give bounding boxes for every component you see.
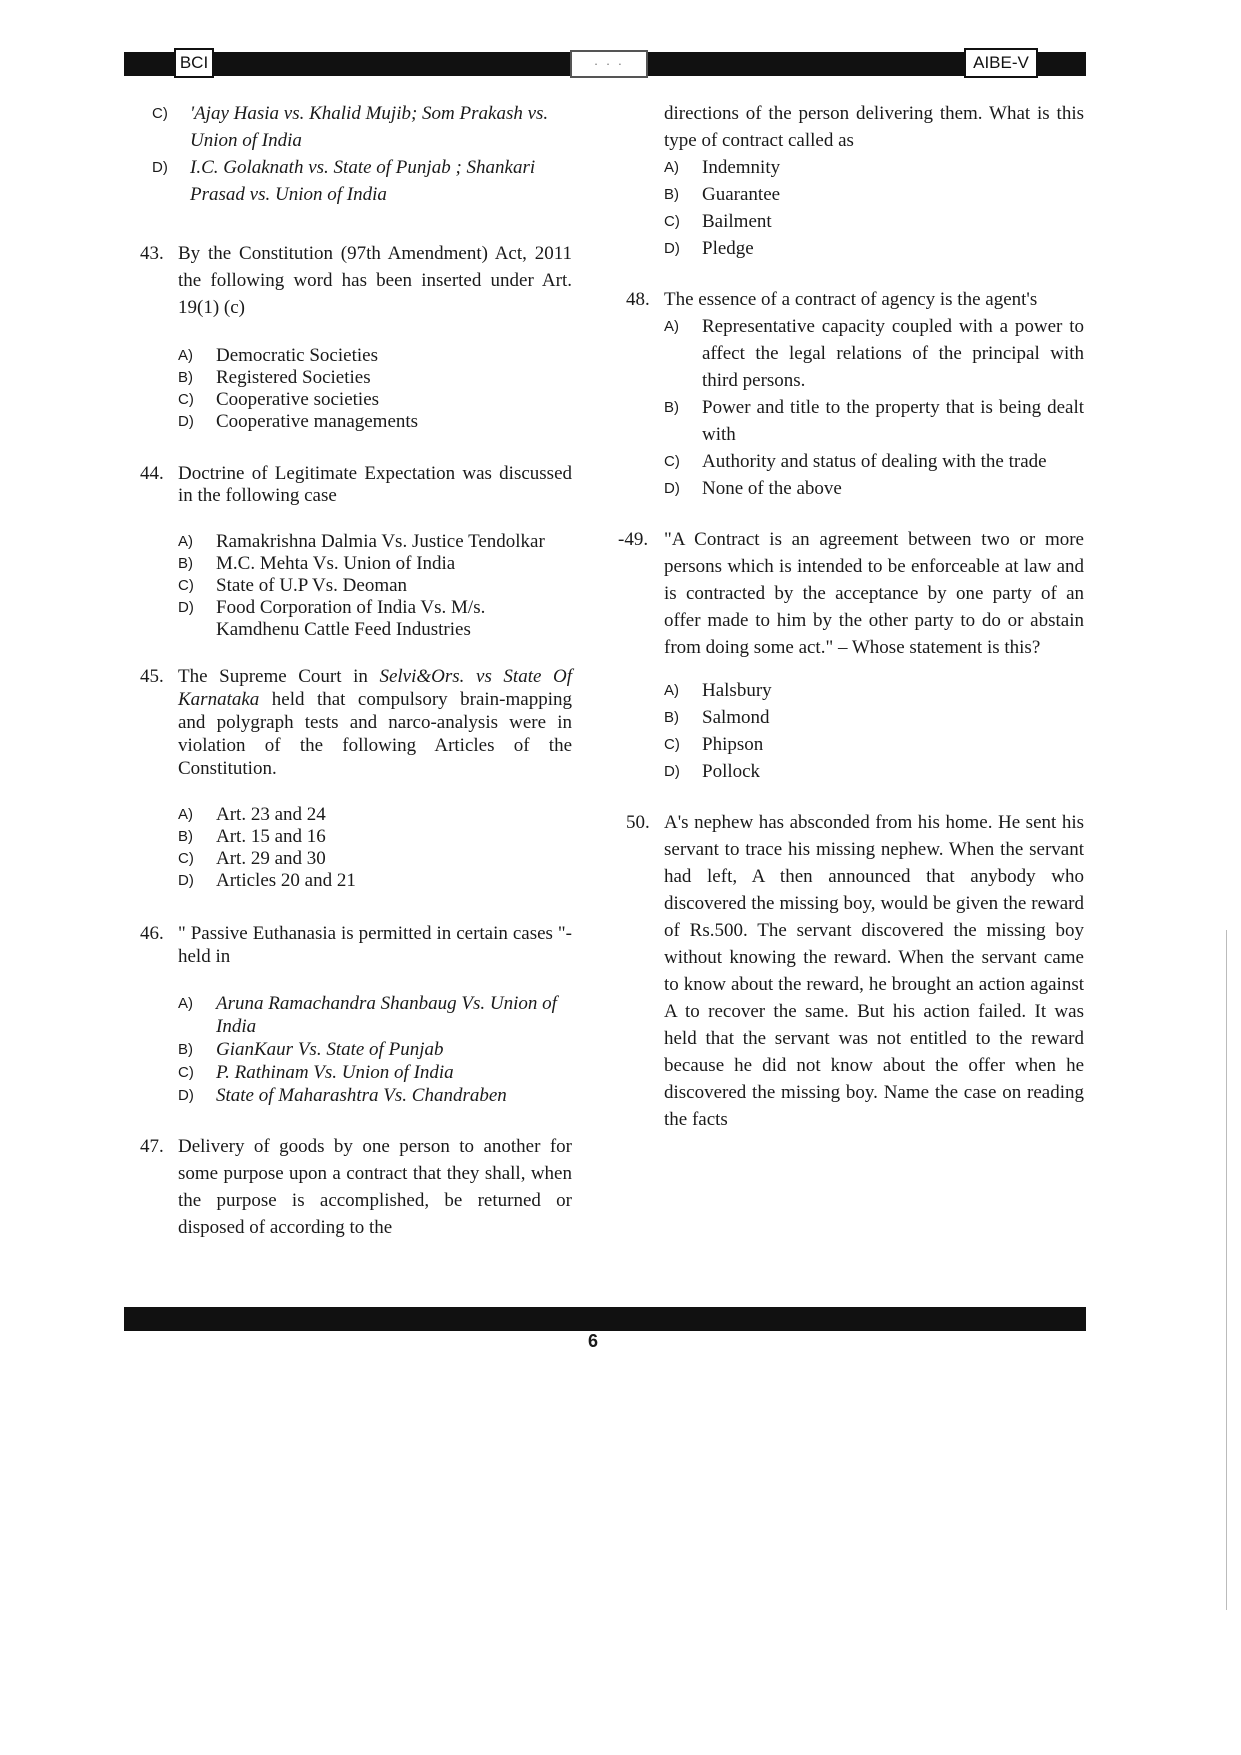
option-text: Halsbury xyxy=(702,680,772,701)
question-number: 43. xyxy=(140,243,164,264)
option-text: Authority and status of dealing with the trade xyxy=(702,451,1047,472)
option xyxy=(664,235,1084,262)
question-text: directions of the person delivering them. What is this type of contract called as xyxy=(664,103,1084,151)
question-text: The essence of a contract of agency is the agent's xyxy=(664,289,1038,310)
option-text: State of Maharashtra Vs. Chandraben xyxy=(216,1085,507,1106)
option xyxy=(178,992,572,1038)
q48-options xyxy=(626,313,1084,502)
option-letter: D) xyxy=(178,1087,194,1104)
question-48 xyxy=(626,286,1084,313)
option xyxy=(664,475,1084,502)
option-text: Power and title to the property that is being dealt with xyxy=(702,397,1084,445)
option-text: 'Ajay Hasia vs. Khalid Mujib; Som Prakash vs. Union of India xyxy=(190,103,549,151)
option xyxy=(664,208,1084,235)
question-47-continued xyxy=(626,100,1084,154)
option-letter: D) xyxy=(178,413,194,430)
question-44 xyxy=(140,463,572,507)
option xyxy=(664,154,1084,181)
option-text: Registered Societies xyxy=(216,367,371,388)
option xyxy=(178,553,572,575)
option-text: Art. 23 and 24 xyxy=(216,804,326,825)
option-text: Guarantee xyxy=(702,184,781,205)
option xyxy=(178,1061,572,1084)
question-number: -49. xyxy=(618,529,649,550)
option xyxy=(178,367,572,389)
option xyxy=(152,154,572,208)
q43-options xyxy=(140,345,572,433)
option-letter: B) xyxy=(664,186,679,203)
option-letter: D) xyxy=(178,599,194,616)
option-letter: A) xyxy=(178,533,193,550)
option xyxy=(178,531,572,553)
question-50 xyxy=(626,809,1084,1133)
option-text: Art. 15 and 16 xyxy=(216,826,326,847)
option-letter: C) xyxy=(152,105,168,122)
q46-options xyxy=(140,992,572,1107)
option xyxy=(178,411,572,433)
option-letter: D) xyxy=(664,480,680,497)
question-46 xyxy=(140,922,572,968)
option xyxy=(178,1038,572,1061)
option-letter: D) xyxy=(152,159,168,176)
option xyxy=(178,575,572,597)
option xyxy=(178,870,572,892)
option-text: Aruna Ramachandra Shanbaug Vs. Union of India xyxy=(216,993,557,1037)
option-text: State of U.P Vs. Deoman xyxy=(216,575,408,596)
question-number: 47. xyxy=(140,1136,164,1157)
footer-bar xyxy=(124,1307,1086,1331)
option xyxy=(178,804,572,826)
question-text: Doctrine of Legitimate Expectation was discussed in the following case xyxy=(178,463,572,506)
option-text: P. Rathinam Vs. Union of India xyxy=(216,1062,454,1083)
option-letter: D) xyxy=(664,240,680,257)
question-text: By the Constitution (97th Amendment) Act, 2011 the following word has been inserted under Art. 19(1) (c) xyxy=(178,243,572,318)
option-text: I.C. Golaknath vs. State of Punjab ; Shankari Prasad vs. Union of India xyxy=(190,157,536,205)
right-column xyxy=(618,100,1084,1133)
question-text: A's nephew has absconded from his home. He sent his servant to trace his missing nephew. When the servant had left, A then announced that anybody who discovered the missing boy, would be given the reward of Rs.500. The servant discovered the missing boy without knowing the reward. When the servant came to know about the reward, he brought an action against A to recover the same. But his action failed. It was held that the servant was not entitled to the reward because he did not know about the offer when he discovered the missing boy. Name the case on reading the facts xyxy=(664,812,1084,1130)
option-letter: D) xyxy=(178,872,194,889)
option xyxy=(664,704,1084,731)
option-text: Pollock xyxy=(702,761,761,782)
option xyxy=(664,731,1084,758)
q42-tail-options xyxy=(114,100,572,208)
scan-edge-line xyxy=(1226,930,1227,1610)
option-letter: A) xyxy=(178,995,193,1012)
option-letter: C) xyxy=(664,736,680,753)
q44-options xyxy=(140,531,572,641)
option xyxy=(178,826,572,848)
option-letter: C) xyxy=(178,1064,194,1081)
question-47 xyxy=(140,1133,572,1241)
option xyxy=(664,313,1084,394)
option-text: Bailment xyxy=(702,211,772,232)
option-text: Articles 20 and 21 xyxy=(216,870,356,891)
option-letter: B) xyxy=(664,709,679,726)
header-left-label: BCI xyxy=(174,48,214,78)
option-text: None of the above xyxy=(702,478,842,499)
option xyxy=(664,677,1084,704)
question-text: Delivery of goods by one person to another for some purpose upon a contract that they shall, when the purpose is accomplished, be returned or disposed of according to the xyxy=(178,1136,572,1238)
option-text: Cooperative societies xyxy=(216,389,380,410)
option xyxy=(178,597,572,641)
question-45 xyxy=(140,665,572,780)
option-text: Democratic Societies xyxy=(216,345,378,366)
option-letter: A) xyxy=(178,347,193,364)
case-name: Selvi&Ors. vs State Of Karnataka xyxy=(178,666,572,710)
question-text-after: held that compulsory brain-mapping and polygraph tests and narco-analysis were in violation of the following Articles of the Constitution. xyxy=(178,689,572,779)
option xyxy=(152,100,572,154)
question-text: "A Contract is an agreement between two or more persons which is intended to be enforceable at law and is contracted by the acceptance by one party of an offer made to him by the other party to do or abstain from doing some act." – Whose statement is this? xyxy=(664,529,1084,658)
option-text: M.C. Mehta Vs. Union of India xyxy=(216,553,456,574)
header-bar xyxy=(124,52,1086,76)
option-letter: B) xyxy=(178,1041,193,1058)
question-49 xyxy=(618,526,1084,661)
question-text: " Passive Euthanasia is permitted in certain cases "- held in xyxy=(178,923,572,967)
option-letter: A) xyxy=(664,682,679,699)
option-letter: C) xyxy=(178,391,194,408)
option-letter: C) xyxy=(664,453,680,470)
option xyxy=(178,1084,572,1107)
q47-options xyxy=(626,154,1084,262)
option-letter: B) xyxy=(178,828,193,845)
option xyxy=(664,394,1084,448)
option-letter: C) xyxy=(178,850,194,867)
option-text: Indemnity xyxy=(702,157,781,178)
question-number: 50. xyxy=(626,812,650,833)
option-letter: C) xyxy=(664,213,680,230)
option xyxy=(664,448,1084,475)
option-letter: A) xyxy=(664,318,679,335)
option-text: Phipson xyxy=(702,734,764,755)
option-letter: B) xyxy=(178,369,193,386)
page-number: 6 xyxy=(588,1331,599,1351)
q45-options xyxy=(140,804,572,892)
option xyxy=(664,758,1084,785)
option-text: GianKaur Vs. State of Punjab xyxy=(216,1039,444,1060)
option-text: Cooperative managements xyxy=(216,411,419,432)
option-text: Pledge xyxy=(702,238,754,259)
header-center-mark: · · · xyxy=(570,50,648,78)
option-text: Food Corporation of India Vs. M/s. Kamdhenu Cattle Feed Industries xyxy=(216,597,486,640)
option-letter: C) xyxy=(178,577,194,594)
option-text: Salmond xyxy=(702,707,770,728)
option-text: Representative capacity coupled with a power to affect the legal relations of the principal with third persons. xyxy=(702,316,1084,391)
header-right-label: AIBE-V xyxy=(964,48,1038,78)
option-letter: B) xyxy=(664,399,679,416)
question-number: 44. xyxy=(140,463,164,484)
option xyxy=(664,181,1084,208)
option-text: Ramakrishna Dalmia Vs. Justice Tendolkar xyxy=(216,531,545,552)
option-letter: B) xyxy=(178,555,193,572)
question-number: 45. xyxy=(140,666,164,687)
option-letter: A) xyxy=(664,159,679,176)
q49-options xyxy=(626,677,1084,785)
option xyxy=(178,848,572,870)
question-number: 46. xyxy=(140,923,164,944)
option-text: Art. 29 and 30 xyxy=(216,848,326,869)
question-text-before: The Supreme Court in xyxy=(178,666,380,687)
option xyxy=(178,389,572,411)
option-letter: D) xyxy=(664,763,680,780)
question-43 xyxy=(140,240,572,321)
option-letter: A) xyxy=(178,806,193,823)
question-number: 48. xyxy=(626,289,650,310)
option xyxy=(178,345,572,367)
left-column xyxy=(140,100,572,1241)
